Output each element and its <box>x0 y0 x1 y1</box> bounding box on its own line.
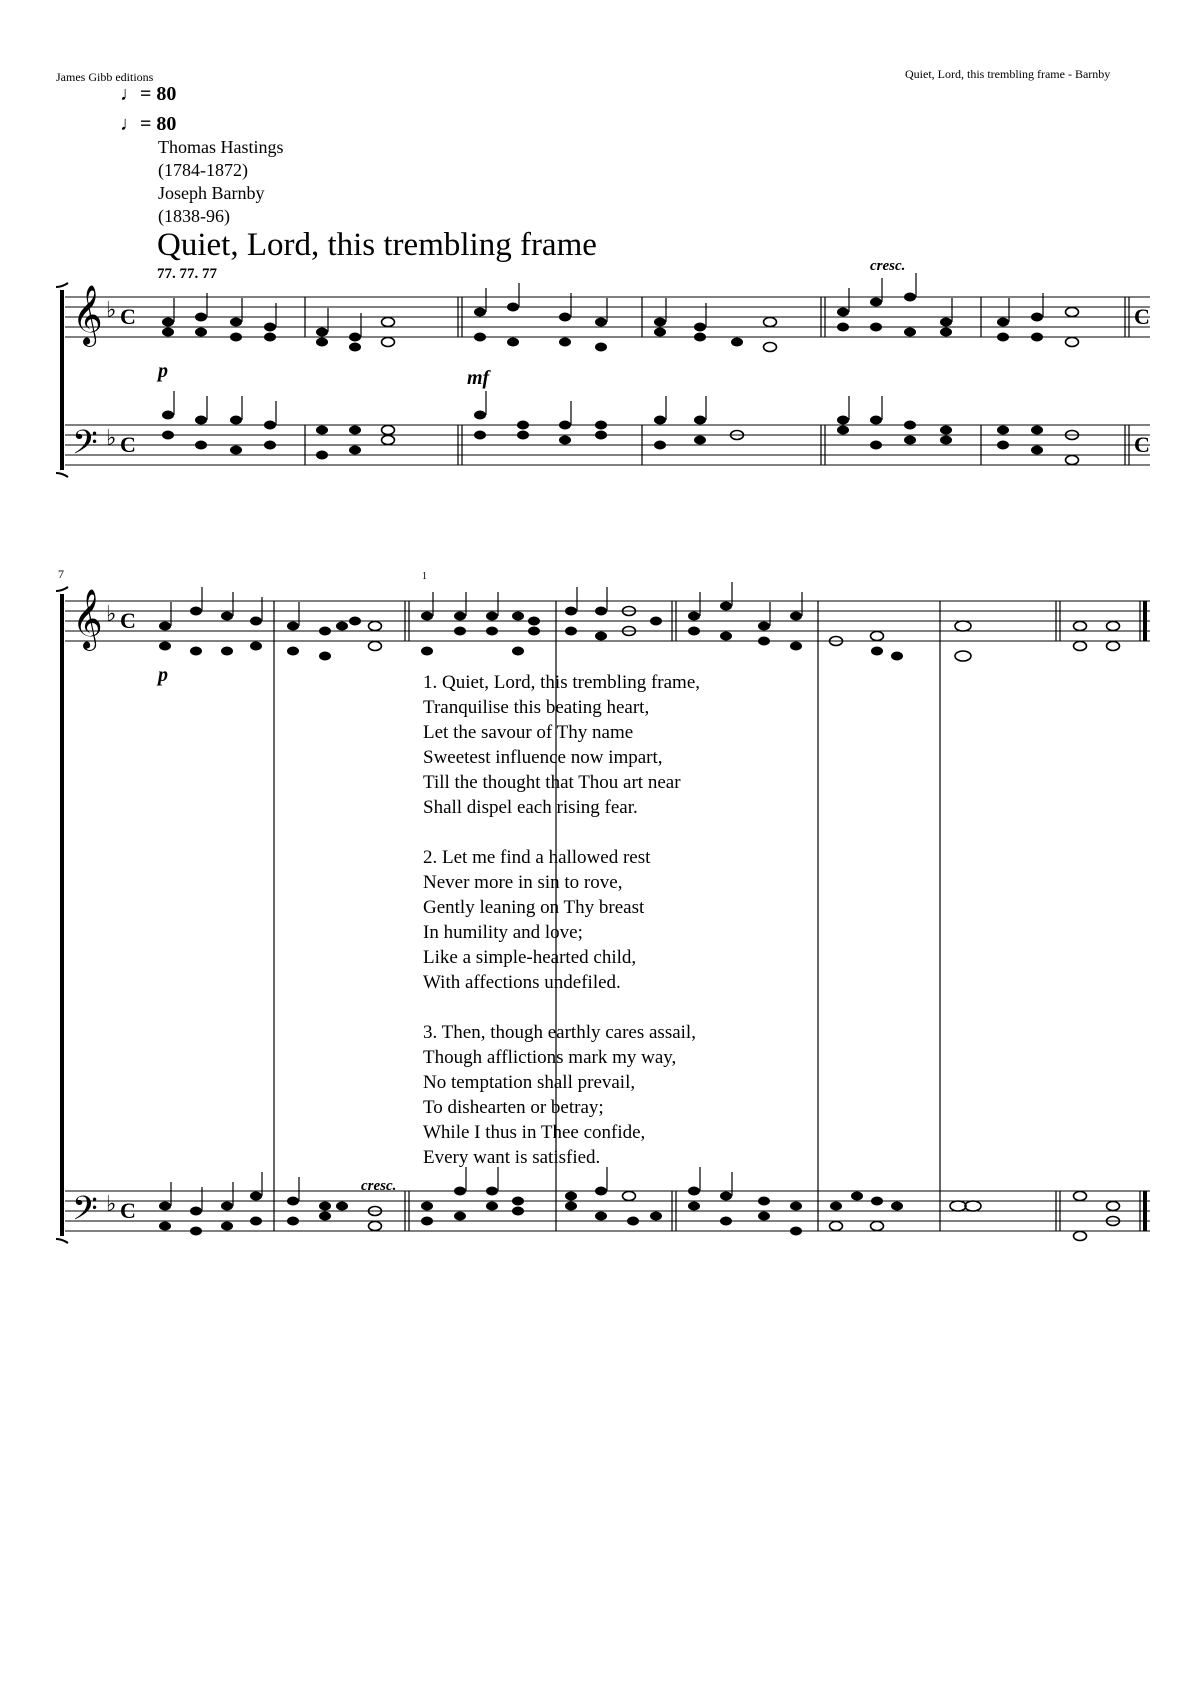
dynamic-marking: p <box>158 664 168 686</box>
flat-icon: ♭ <box>106 425 117 450</box>
verse <box>423 670 700 820</box>
volta-label: 1 <box>422 571 427 582</box>
common-time-icon: C <box>1134 304 1150 329</box>
dynamic-marking: mf <box>467 367 490 389</box>
common-time-icon: C <box>120 304 136 329</box>
verse-line: Like a simple-hearted child, <box>423 947 637 968</box>
verse-line: 3. Then, though earthly cares assail, <box>423 1022 696 1043</box>
poet-name: Thomas Hastings <box>158 137 284 157</box>
common-time-icon: C <box>120 608 136 633</box>
bass-clef-icon: 𝄢 <box>72 424 98 469</box>
treble-clef-icon: 𝄞 <box>72 287 103 344</box>
verse-line: Sweetest influence now impart, <box>423 747 663 768</box>
publisher-label: James Gibb editions <box>56 70 154 84</box>
verse-line: In humility and love; <box>423 922 583 943</box>
verse-line: Gently leaning on Thy breast <box>423 897 645 918</box>
bass-staff-system1 <box>65 425 1150 465</box>
verse-line: With affections undefiled. <box>423 972 621 993</box>
verse-line: Every want is satisfied. <box>423 1147 601 1168</box>
poet-dates: (1784-1872) <box>158 160 248 180</box>
meter-label: 77. 77. 77 <box>157 266 217 282</box>
quarter-note-icon: ♩ <box>120 113 140 135</box>
tempo-marking: ♩= 80 <box>120 83 177 105</box>
dynamic-marking: cresc. <box>361 1178 397 1194</box>
common-time-icon: C <box>120 1198 136 1223</box>
flat-icon: ♭ <box>106 297 117 322</box>
verse-line: 2. Let me find a hallowed rest <box>423 847 651 868</box>
verses-block <box>423 670 700 1170</box>
verse-line: Let the savour of Thy name <box>423 722 634 743</box>
verse-line: Never more in sin to rove, <box>423 872 623 893</box>
verse-line: To dishearten or betray; <box>423 1097 604 1118</box>
running-title: Quiet, Lord, this trembling frame - Barnby <box>905 67 1111 81</box>
verse-line: Till the thought that Thou art near <box>423 772 681 793</box>
composer-name: Joseph Barnby <box>158 183 265 203</box>
treble-clef-icon: 𝄞 <box>72 591 103 648</box>
verse-line: Though afflictions mark my way, <box>423 1047 677 1068</box>
verse <box>423 845 700 995</box>
verse-line: Tranquilise this beating heart, <box>423 697 650 718</box>
dynamic-marking: p <box>158 360 168 382</box>
hymn-title: Quiet, Lord, this trembling frame <box>157 227 597 263</box>
flat-icon: ♭ <box>106 1191 117 1216</box>
quarter-note-icon: ♩ <box>120 83 140 105</box>
dynamic-marking: cresc. <box>870 258 906 274</box>
measure-number: 7 <box>58 567 64 581</box>
verse-line: While I thus in Thee confide, <box>423 1122 646 1143</box>
bass-clef-icon: 𝄢 <box>72 1190 98 1235</box>
verse-line: No temptation shall prevail, <box>423 1072 636 1093</box>
common-time-icon: C <box>120 432 136 457</box>
flat-icon: ♭ <box>106 601 117 626</box>
verse-line: Shall dispel each rising fear. <box>423 797 638 818</box>
verse <box>423 1020 700 1170</box>
tempo-marking: ♩= 80 <box>120 113 177 135</box>
verse-line: 1. Quiet, Lord, this trembling frame, <box>423 672 701 693</box>
common-time-icon: C <box>1134 432 1150 457</box>
composer-dates: (1838-96) <box>158 206 230 226</box>
